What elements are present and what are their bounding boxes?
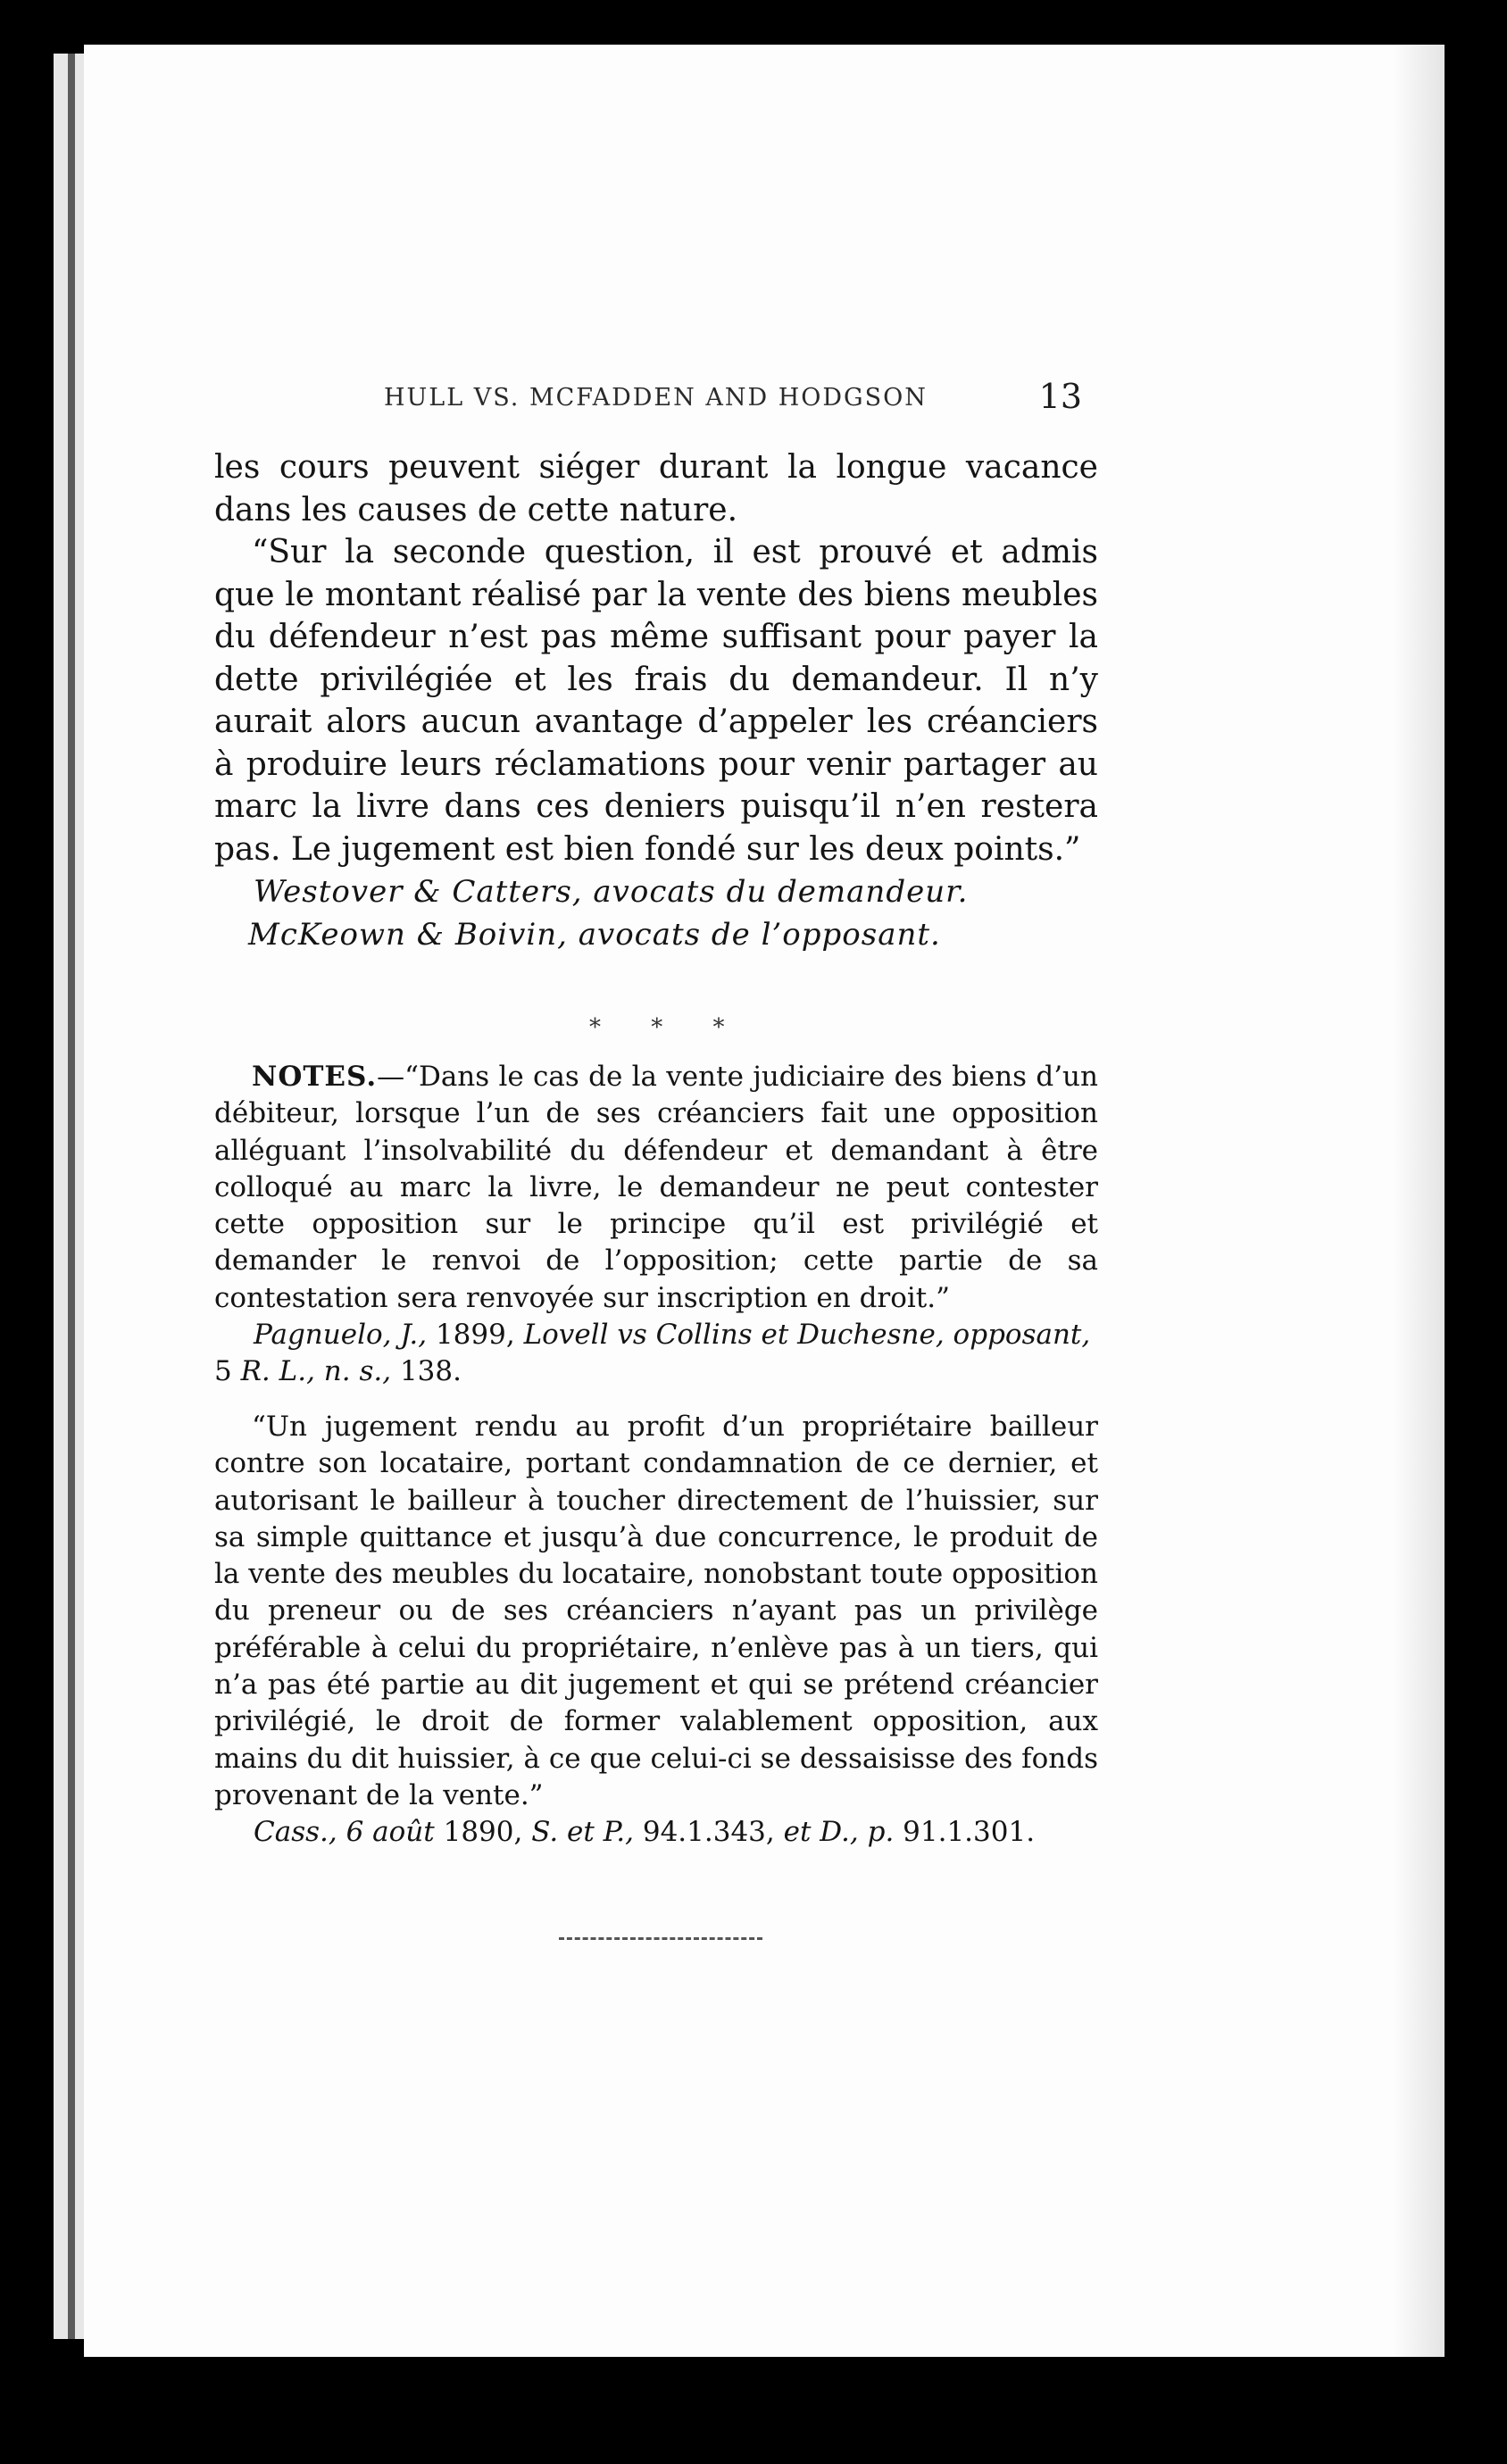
citation-2-reference-1: 94.1.343, <box>642 1816 775 1849</box>
citation-2 <box>214 1814 1098 1851</box>
citation-1-report-number: 5 <box>214 1355 232 1388</box>
page-gutter-shadow <box>68 54 75 2339</box>
note-1-text: —“Dans le cas de la vente judiciaire des biens d’un débiteur, lorsque l’un de ses créanciers fait une opposition alléguant l’insolvabilité du défendeur et demandant à être colloqué au marc la livre, le demandeur ne peut contester cette opposition sur le principe qu’il est privilégié et demander le renvoi de l’opposition; cette partie de sa contestation sera renvoyée sur inscription en droit.” <box>214 1061 1098 1314</box>
page-edge-shadow <box>1393 45 1445 2357</box>
citation-1-page: 138. <box>399 1355 462 1388</box>
citation-2-reference-2: 91.1.301. <box>903 1816 1036 1849</box>
main-text <box>214 446 1098 956</box>
citation-1 <box>214 1317 1098 1353</box>
citation-2-reporter-2: et D., p. <box>783 1816 895 1849</box>
citation-2-court-date: Cass., 6 août <box>254 1816 435 1849</box>
notes-label: NOTES. <box>252 1061 378 1093</box>
paragraph-continuation: les cours peuvent siéger durant la longue vacance dans les causes de cette nature. <box>214 449 1098 529</box>
section-separator: * * * <box>589 1014 746 1041</box>
running-header <box>214 377 1107 421</box>
note-paragraph-1 <box>214 1059 1098 1317</box>
citation-1-year: 1899, <box>435 1319 515 1352</box>
footer-rule <box>559 1937 762 1940</box>
citation-1-report: R. L., n. s., <box>240 1355 392 1388</box>
note-paragraph-2: “Un jugement rendu au profit d’un propriétaire bailleur contre son locataire, portant condamnation de ce dernier, et autorisant le bailleur à toucher directement de l’huissier, sur sa simple quittance et jusqu’à due concurrence, le produit de la vente des meubles du locataire, nonobstant toute opposition du preneur ou de ses créanciers n’ayant pas un privilège préférable à celui du propriétaire, n’enlève pas à un tiers, qui n’a pas été partie au dit jugement et qui se prétend créancier privilégié, le droit de former valablement opposition, aux mains du dit huissier, à ce que celui-ci se dessaisisse des fonds provenant de la vente.” <box>214 1411 1098 1811</box>
citation-1-reference <box>214 1353 1098 1390</box>
page-number: 13 <box>1038 377 1082 416</box>
notes-section <box>214 1059 1098 1391</box>
notes-second-section <box>214 1409 1098 1852</box>
counsel-opposant: McKeown & Boivin, avocats de l’opposant. <box>248 917 941 953</box>
running-title: HULL VS. MCFADDEN AND HODGSON <box>384 384 928 412</box>
citation-2-year: 1890, <box>443 1816 523 1849</box>
citation-1-judge: Pagnuelo, J., <box>254 1319 428 1352</box>
citation-2-reporter-1: S. et P., <box>531 1816 634 1849</box>
counsel-plaintiff: Westover & Catters, avocats du demandeur. <box>254 874 969 910</box>
citation-1-case: Lovell vs Collins et Duchesne, opposant, <box>523 1319 1091 1352</box>
paragraph-judgment: “Sur la seconde question, il est prouvé et admis que le montant réalisé par la vente des biens meubles du défendeur n’est pas même suffisant pour payer la dette privilégiée et les frais du demandeur. Il n’y aurait alors aucun avantage d’appeler les créanciers à produire leurs réclamations pour venir partager au marc la livre dans ces deniers puisqu’il n’en restera pas. Le jugement est bien fondé sur les deux points.” <box>214 534 1098 868</box>
